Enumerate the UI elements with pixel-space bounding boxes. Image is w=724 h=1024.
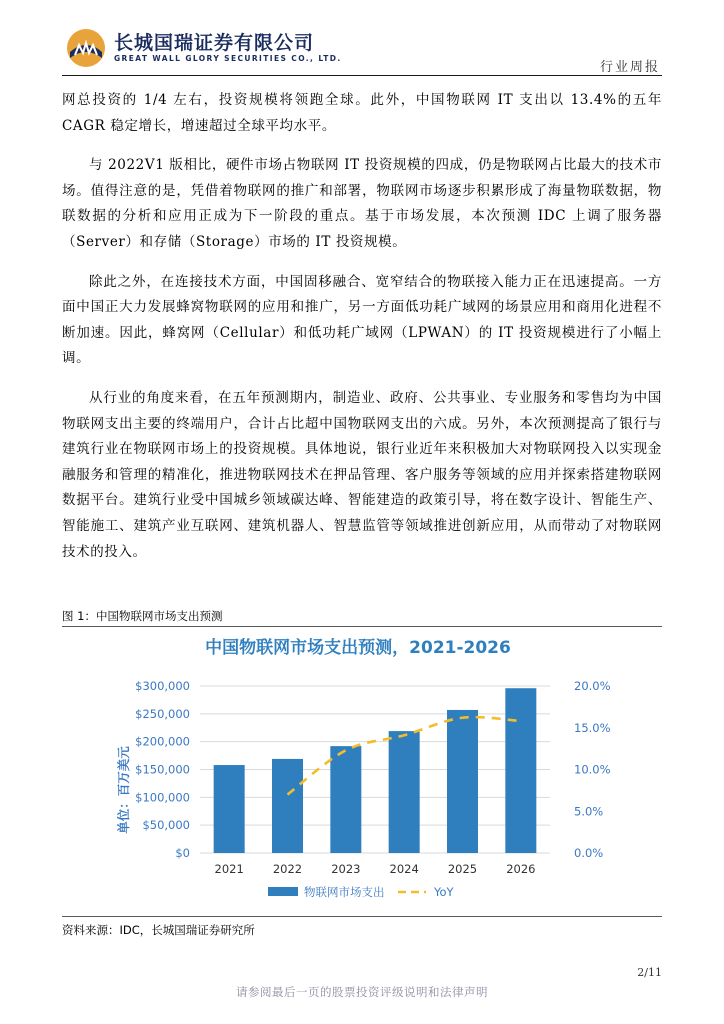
- page-footer-disclaimer: 请参阅最后一页的股票投资评级说明和法律声明: [236, 985, 488, 999]
- bar: [214, 765, 245, 853]
- body-text: [62, 88, 662, 579]
- figure-bottom-rule: [62, 916, 662, 917]
- page-number: 2/11: [637, 966, 662, 979]
- y-tick-label: $200,000: [135, 734, 190, 749]
- figure-source: 资料来源：IDC，长城国瑞证券研究所: [62, 923, 255, 937]
- y-tick-label: $150,000: [135, 762, 190, 777]
- bar: [389, 731, 420, 853]
- bar: [505, 688, 536, 853]
- chart-title: 中国物联网市场支出预测，2021-2026: [205, 638, 511, 658]
- y-tick-label: $250,000: [135, 706, 190, 721]
- y2-tick-label: 15.0%: [574, 720, 611, 735]
- page-header: [62, 18, 662, 74]
- paragraph: 除此之外，在连接技术方面，中国固移融合、宽窄结合的物联接入能力正在迅速提高。一方面中国正大力发展蜂窝物联网的应用和推广，另一方面低功耗广域网的场景应用和商用化进程不断加速。因此，蜂窝网（Cellular）和低功耗广域网（LPWAN）的 IT 投资规模进行了小幅上调。: [62, 273, 662, 367]
- x-tick-label: 2024: [389, 862, 419, 876]
- report-type: 行业周报: [599, 60, 660, 75]
- company-name-en: GREAT WALL GLORY SECURITIES CO., LTD.: [114, 54, 342, 63]
- company-logo: [66, 28, 106, 68]
- y2-tick-label: 10.0%: [574, 762, 611, 777]
- header-divider: [62, 75, 662, 76]
- bar: [447, 710, 478, 853]
- y-tick-label: $50,000: [142, 818, 190, 833]
- iot-spending-chart: [100, 628, 620, 913]
- x-tick-label: 2025: [447, 862, 478, 876]
- x-tick-label: 2022: [272, 862, 303, 876]
- y2-tick-label: 5.0%: [574, 804, 604, 819]
- x-tick-label: 2026: [506, 862, 536, 876]
- y-tick-label: $0: [175, 846, 190, 860]
- figure-top-rule: [62, 626, 662, 627]
- bar: [330, 746, 361, 853]
- paragraph: 从行业的角度来看，在五年预测期内，制造业、政府、公共事业、专业服务和零售均为中国物联网支出主要的终端用户，合计占比超中国物联网支出的六成。另外，本次预测提高了银行与建筑行业在物联网市场上的投资规模。具体地说，银行业近年来积极加大对物联网投入以实现金融服务和管理的精准化，推进物联网技术在押品管理、客户服务等领域的应用并探索搭建物联网数据平台。建筑行业受中国城乡领域碳达峰、智能建造的政策引导，将在数字设计、智能生产、智能施工、建筑产业互联网、建筑机器人、智慧监管等领域推进创新应用，从而带动了对物联网技术的投入。: [62, 389, 662, 560]
- legend-label: 物联网市场支出: [304, 885, 385, 899]
- y2-tick-label: 0.0%: [574, 846, 604, 860]
- paragraph: 网总投资的 1/4 左右，投资规模将领跑全球。此外，中国物联网 IT 支出以 13.4%的五年 CAGR 稳定增长，增速超过全球平均水平。: [62, 92, 662, 134]
- x-tick-label: 2023: [331, 862, 361, 876]
- chart-y-axis-label: 单位：百万美元: [116, 746, 131, 834]
- bar: [272, 759, 303, 853]
- legend-swatch-bar: [268, 887, 298, 896]
- legend-label: YoY: [434, 885, 454, 899]
- company-name-cn: 长城国瑞证券有限公司: [114, 32, 315, 54]
- x-tick-label: 2021: [214, 862, 244, 876]
- figure-caption: 图 1：中国物联网市场支出预测: [62, 609, 223, 623]
- paragraph: 与 2022V1 版相比，硬件市场占物联网 IT 投资规模的四成，仍是物联网占比最大的技术市场。值得注意的是，凭借着物联网的推广和部署，物联网市场逐步积累形成了海量物联数据，物联数据的分析和应用正成为下一阶段的重点。基于市场发展，本次预测 IDC 上调了服务器（Server）和存储（Storage）市场的 IT 投资规模。: [62, 157, 662, 250]
- y2-tick-label: 20.0%: [574, 679, 611, 693]
- y-tick-label: $100,000: [135, 790, 190, 805]
- y-tick-label: $300,000: [135, 679, 190, 693]
